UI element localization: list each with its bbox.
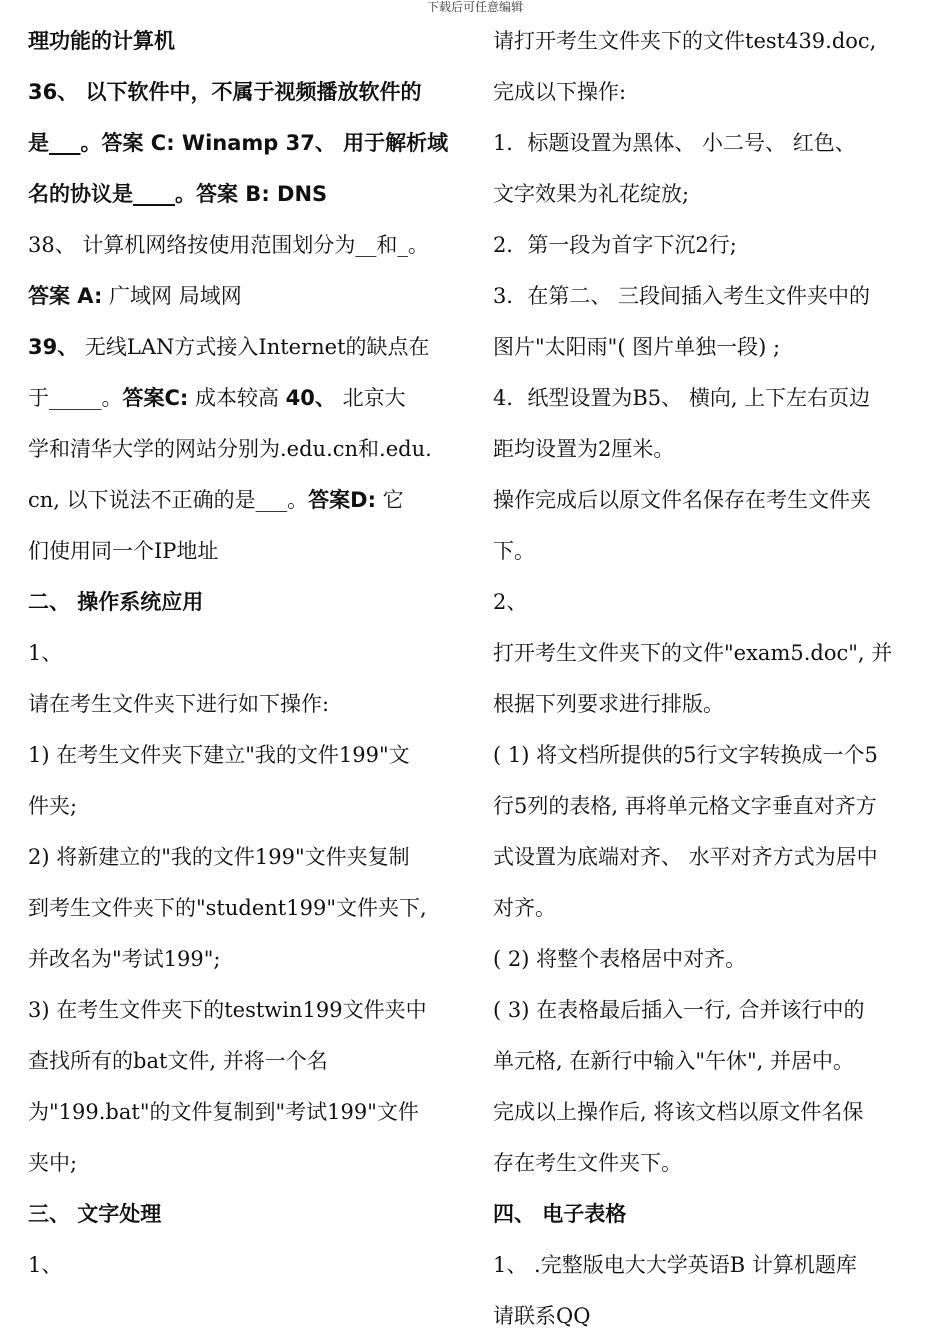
text-segment: 对齐。 <box>493 896 556 920</box>
text-segment: 操作完成后以原文件名保存在考生文件夹 <box>493 488 871 512</box>
text-segment: 单元格, 在新行中输入"午休", 并居中。 <box>493 1049 855 1073</box>
text-segment: 根据下列要求进行排版。 <box>493 692 724 716</box>
text-segment: 它 <box>375 488 404 512</box>
text-line <box>493 169 925 220</box>
text-line <box>28 577 468 628</box>
page-header: 下载后可任意编辑 <box>426 0 523 14</box>
text-segment: 广域网 局域网 <box>102 284 242 308</box>
text-line <box>493 1087 925 1138</box>
text-line <box>28 730 468 781</box>
text-segment: 四、 电子表格 <box>493 1202 627 1226</box>
text-line <box>28 679 468 730</box>
text-segment: 是___。答案 C: Winamp 37、 用于解析域 <box>28 131 449 155</box>
text-segment: 2、 <box>493 590 528 614</box>
text-line <box>493 475 925 526</box>
text-line <box>493 220 925 271</box>
text-segment: 38、 计算机网络按使用范围划分为__和_。 <box>28 233 429 257</box>
text-line <box>493 1240 925 1291</box>
text-segment: 3．在第二、 三段间插入考生文件夹中的 <box>493 284 871 308</box>
text-segment: 完成以下操作: <box>493 80 627 104</box>
right-column <box>493 16 925 1342</box>
text-line <box>493 1189 925 1240</box>
text-segment: 二、 操作系统应用 <box>28 590 204 614</box>
text-line <box>28 322 468 373</box>
text-segment: 下。 <box>493 539 535 563</box>
text-line <box>28 781 468 832</box>
text-line <box>493 1036 925 1087</box>
text-line <box>493 67 925 118</box>
text-line <box>28 1240 468 1291</box>
text-line <box>493 832 925 883</box>
text-segment: ( 2) 将整个表格居中对齐。 <box>493 947 747 971</box>
text-segment: 3) 在考生文件夹下的testwin199文件夹中 <box>28 998 427 1022</box>
text-segment: 答案C: <box>122 386 189 410</box>
text-line <box>28 424 468 475</box>
text-line <box>493 118 925 169</box>
text-line <box>28 934 468 985</box>
text-line <box>28 118 468 169</box>
text-line <box>28 1087 468 1138</box>
text-line <box>28 1189 468 1240</box>
text-segment: ( 3) 在表格最后插入一行, 合并该行中的 <box>493 998 865 1022</box>
text-segment: 文字效果为礼花绽放; <box>493 182 690 206</box>
text-segment: 三、 文字处理 <box>28 1202 162 1226</box>
text-segment: 存在考生文件夹下。 <box>493 1151 682 1175</box>
text-line <box>493 985 925 1036</box>
text-line <box>28 628 468 679</box>
text-segment: 1、 <box>28 641 63 665</box>
text-segment: 们使用同一个IP地址 <box>28 539 219 563</box>
text-segment: 学和清华大学的网站分别为.edu.cn和.edu. <box>28 437 432 461</box>
text-line <box>28 220 468 271</box>
text-line <box>493 1291 925 1342</box>
text-line <box>493 577 925 628</box>
text-segment: 夹中; <box>28 1151 78 1175</box>
text-segment: 北京大 <box>335 386 406 410</box>
text-line <box>28 1138 468 1189</box>
text-segment: 成本较高 <box>188 386 286 410</box>
text-line <box>493 322 925 373</box>
text-segment: 并改名为"考试199"; <box>28 947 221 971</box>
text-line <box>28 67 468 118</box>
text-segment: ( 1) 将文档所提供的5行文字转换成一个5 <box>493 743 878 767</box>
text-line <box>493 679 925 730</box>
text-segment: 图片"太阳雨"( 图片单独一段) ; <box>493 335 781 359</box>
text-segment: 1、 .完整版电大大学英语B 计算机题库 <box>493 1253 857 1277</box>
text-line <box>28 16 468 67</box>
text-segment: 1．标题设置为黑体、 小二号、 红色、 <box>493 131 856 155</box>
text-segment: 距均设置为2厘米。 <box>493 437 675 461</box>
text-segment: 答案D: <box>308 488 376 512</box>
text-segment: 39、 <box>28 335 79 359</box>
text-segment: 名的协议是____。答案 B: DNS <box>28 182 328 206</box>
text-segment: 式设置为底端对齐、 水平对齐方式为居中 <box>493 845 878 869</box>
text-line <box>28 373 468 424</box>
text-segment: 4．纸型设置为B5、 横向, 上下左右页边 <box>493 386 871 410</box>
text-line <box>493 424 925 475</box>
text-segment: 完成以上操作后, 将该文档以原文件名保 <box>493 1100 864 1124</box>
text-line <box>493 781 925 832</box>
text-segment: 1) 在考生文件夹下建立"我的文件199"文 <box>28 743 410 767</box>
text-segment: 40、 <box>285 386 336 410</box>
text-segment: 36、 以下软件中，不属于视频播放软件的 <box>28 80 422 104</box>
text-line <box>493 271 925 322</box>
text-segment: 到考生文件夹下的"student199"文件夹下, <box>28 896 427 920</box>
text-segment: 打开考生文件夹下的文件"exam5.doc", 并 <box>493 641 893 665</box>
text-line <box>493 883 925 934</box>
text-segment: 查找所有的bat文件, 并将一个名 <box>28 1049 328 1073</box>
text-segment: 为"199.bat"的文件复制到"考试199"文件 <box>28 1100 419 1124</box>
text-line <box>28 475 468 526</box>
text-segment: 2．第一段为首字下沉2行; <box>493 233 737 257</box>
text-segment: 请打开考生文件夹下的文件test439.doc, <box>493 29 877 53</box>
text-segment: 于_____。 <box>28 386 123 410</box>
text-line <box>28 883 468 934</box>
text-line <box>493 16 925 67</box>
text-line <box>493 730 925 781</box>
text-segment: 件夹; <box>28 794 78 818</box>
text-line <box>28 169 468 220</box>
text-segment: 请联系QQ <box>493 1304 591 1328</box>
text-line <box>493 934 925 985</box>
text-line <box>28 526 468 577</box>
text-line <box>493 373 925 424</box>
text-segment: 行5列的表格, 再将单元格文字垂直对齐方 <box>493 794 877 818</box>
text-segment: 2) 将新建立的"我的文件199"文件夹复制 <box>28 845 410 869</box>
text-segment: 请在考生文件夹下进行如下操作: <box>28 692 330 716</box>
text-segment: 1、 <box>28 1253 63 1277</box>
text-line <box>493 1138 925 1189</box>
text-line <box>493 526 925 577</box>
text-segment: cn, 以下说法不正确的是___。 <box>28 488 309 512</box>
left-column <box>28 16 468 1291</box>
text-line <box>28 1036 468 1087</box>
text-segment: 理功能的计算机 <box>28 29 175 53</box>
text-line <box>28 832 468 883</box>
text-line <box>493 628 925 679</box>
text-line <box>28 271 468 322</box>
text-segment: 无线LAN方式接入Internet的缺点在 <box>78 335 430 359</box>
text-line <box>28 985 468 1036</box>
text-segment: 答案 A: <box>28 284 103 308</box>
